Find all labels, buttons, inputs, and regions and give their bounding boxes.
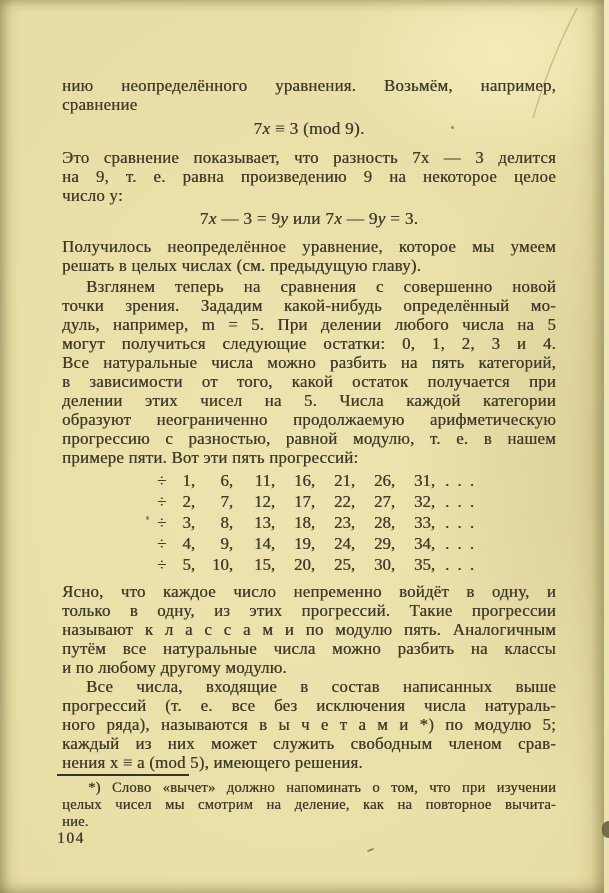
- formula-text: = 3.: [385, 209, 419, 228]
- progressions-block: [157, 470, 556, 575]
- footnote-line: *) Слово «вычет» должно напоминать о том, что при изучении: [88, 780, 556, 796]
- progression-cell: 5,: [182, 555, 195, 574]
- progression-cell: 20,: [294, 555, 315, 574]
- text-line: делении этих чисел на 5. Числа каждой категории: [62, 391, 556, 410]
- text-line: Ясно, что каждое число непременно войдёт в одну, и: [62, 582, 556, 601]
- progression-cell: 32,: [414, 492, 435, 511]
- page-number: 104: [57, 830, 85, 847]
- ink-speck: [146, 516, 149, 520]
- text-line: дуль, например, m = 5. При делении любого числа на 5: [62, 315, 556, 334]
- progression-cell: 17,: [294, 492, 315, 511]
- text-line: путём все натуральные числа можно разбить на классы: [62, 639, 556, 658]
- text-line: Получилось неопределённое уравнение, которое мы умеем: [62, 237, 556, 256]
- text-line: Это сравнение показывает, что разность 7x — 3 делится: [62, 148, 556, 167]
- ink-speck: [451, 126, 454, 129]
- progression-cell: 26,: [374, 471, 395, 490]
- ink-speck: [367, 848, 374, 852]
- text-line: в зависимости от того, какой остаток получается при: [62, 372, 556, 391]
- progression-cell: 22,: [334, 492, 355, 511]
- progression-cell: 33,: [414, 513, 435, 532]
- display-formula-equations: [62, 206, 556, 232]
- progression-cell: 4,: [182, 534, 195, 553]
- progression-cell: 19,: [294, 534, 315, 553]
- formula-text: 7: [199, 209, 209, 228]
- formula-variable: x: [262, 119, 271, 138]
- text-line: ного ряда), называются в ы ч е т а м и *) по модулю 5;: [62, 715, 556, 734]
- progression-cell: ÷: [157, 492, 167, 511]
- footnote-line: целых чисел мы смотрим на деление, как на повторное вычита-: [62, 797, 556, 813]
- progression-cell: ÷: [157, 555, 167, 574]
- paragraph: [62, 582, 556, 677]
- footnote-line: ние.: [62, 814, 89, 830]
- text-line: только в одну, из этих прогрессий. Такие прогрессии: [62, 601, 556, 620]
- paragraph: [62, 148, 556, 205]
- formula-text: или 7: [288, 209, 335, 228]
- progression-row: [157, 491, 556, 512]
- progression-cell: 1,: [182, 471, 195, 490]
- paragraph: [62, 277, 556, 467]
- progression-cell: 10,: [212, 555, 233, 574]
- progression-cell: 9,: [220, 534, 233, 553]
- progression-cell: 24,: [334, 534, 355, 553]
- paragraph: [62, 677, 556, 772]
- progression-cell: 6,: [220, 471, 233, 490]
- formula-text: — 9: [342, 209, 378, 228]
- paper-edge: [604, 0, 609, 893]
- formula-text: 7: [253, 119, 263, 138]
- progression-row: [157, 554, 556, 575]
- progression-cell: 13,: [254, 513, 275, 532]
- text-line: прогрессий (т. е. все без исключения числа натураль-: [62, 696, 556, 715]
- paragraph: [62, 76, 556, 114]
- formula-text: — 3 = 9: [216, 209, 281, 228]
- progression-cell: 28,: [374, 513, 395, 532]
- progression-cell: 31,: [414, 471, 435, 490]
- progression-cell: . . .: [445, 492, 476, 511]
- progression-cell: . . .: [445, 471, 476, 490]
- progression-cell: 3,: [182, 513, 195, 532]
- page-text-block: [62, 76, 556, 831]
- progression-cell: 2,: [182, 492, 195, 511]
- progression-cell: ÷: [157, 534, 167, 553]
- paragraph: [62, 237, 556, 275]
- progression-cell: 16,: [294, 471, 315, 490]
- footnote: [62, 774, 556, 831]
- text-line: число y:: [62, 186, 123, 205]
- progression-cell: 27,: [374, 492, 395, 511]
- formula-variable: y: [280, 209, 289, 228]
- text-line: и по любому другому модулю.: [62, 658, 287, 677]
- text-line: Все натуральные числа можно разбить на пять категорий,: [62, 353, 556, 372]
- text-line: образуют неограниченно продолжаемую арифметическую: [62, 410, 556, 429]
- progression-cell: ÷: [157, 471, 167, 490]
- footnote-rule: [57, 774, 189, 776]
- progression-cell: 21,: [334, 471, 355, 490]
- progression-cell: 14,: [254, 534, 275, 553]
- progression-cell: . . .: [445, 513, 476, 532]
- text-line: решать в целых числах (см. предыдущую главу).: [62, 256, 422, 275]
- formula-variable: x: [334, 209, 343, 228]
- progression-cell: . . .: [445, 534, 476, 553]
- text-line: могут получиться следующие остатки: 0, 1, 2, 3 и 4.: [62, 334, 556, 353]
- formula-variable: x: [208, 209, 217, 228]
- text-line: прогрессию с разностью, равной модулю, т. е. в нашем: [62, 429, 556, 448]
- progression-cell: 18,: [294, 513, 315, 532]
- progression-cell: . . .: [445, 555, 476, 574]
- progression-row: [157, 512, 556, 533]
- progression-cell: 25,: [334, 555, 355, 574]
- progression-cell: 23,: [334, 513, 355, 532]
- progression-cell: 11,: [254, 471, 275, 490]
- formula-text: ≡ 3 (mod 9).: [270, 119, 365, 138]
- text-line: примере пяти. Вот эти пять прогрессий:: [62, 448, 359, 467]
- progression-cell: ÷: [157, 513, 167, 532]
- scan-edge-shadow: [591, 0, 604, 893]
- progression-cell: 29,: [374, 534, 395, 553]
- progression-cell: 30,: [374, 555, 395, 574]
- progression-cell: 35,: [414, 555, 435, 574]
- progression-cell: 7,: [220, 492, 233, 511]
- text-line: называют к л а с с а м и по модулю пять. Аналогичным: [62, 620, 556, 639]
- page-edge-mark: [602, 821, 609, 838]
- text-line: Взглянем теперь на сравнения с совершенно новой: [86, 277, 556, 296]
- formula-variable: y: [377, 209, 386, 228]
- text-line: точки зрения. Зададим какой-нибудь определённый мо-: [62, 296, 556, 315]
- progression-cell: 15,: [254, 555, 275, 574]
- text-line: каждый из них может служить свободным членом срав-: [62, 734, 556, 753]
- progression-cell: 8,: [220, 513, 233, 532]
- progression-cell: 12,: [254, 492, 275, 511]
- text-line: на 9, т. е. равна произведению 9 на некоторое целое: [62, 167, 556, 186]
- progression-row: [157, 533, 556, 554]
- display-formula-congruence: [62, 116, 556, 142]
- progression-cell: 34,: [414, 534, 435, 553]
- text-line: Все числа, входящие в состав написанных выше: [86, 677, 556, 696]
- text-line: нения x ≡ a (mod 5), имеющего решения.: [62, 753, 363, 772]
- progression-row: [157, 470, 556, 491]
- text-line: сравнение: [62, 95, 138, 114]
- text-line: нию неопределённого уравнения. Возьмём, например,: [62, 76, 556, 95]
